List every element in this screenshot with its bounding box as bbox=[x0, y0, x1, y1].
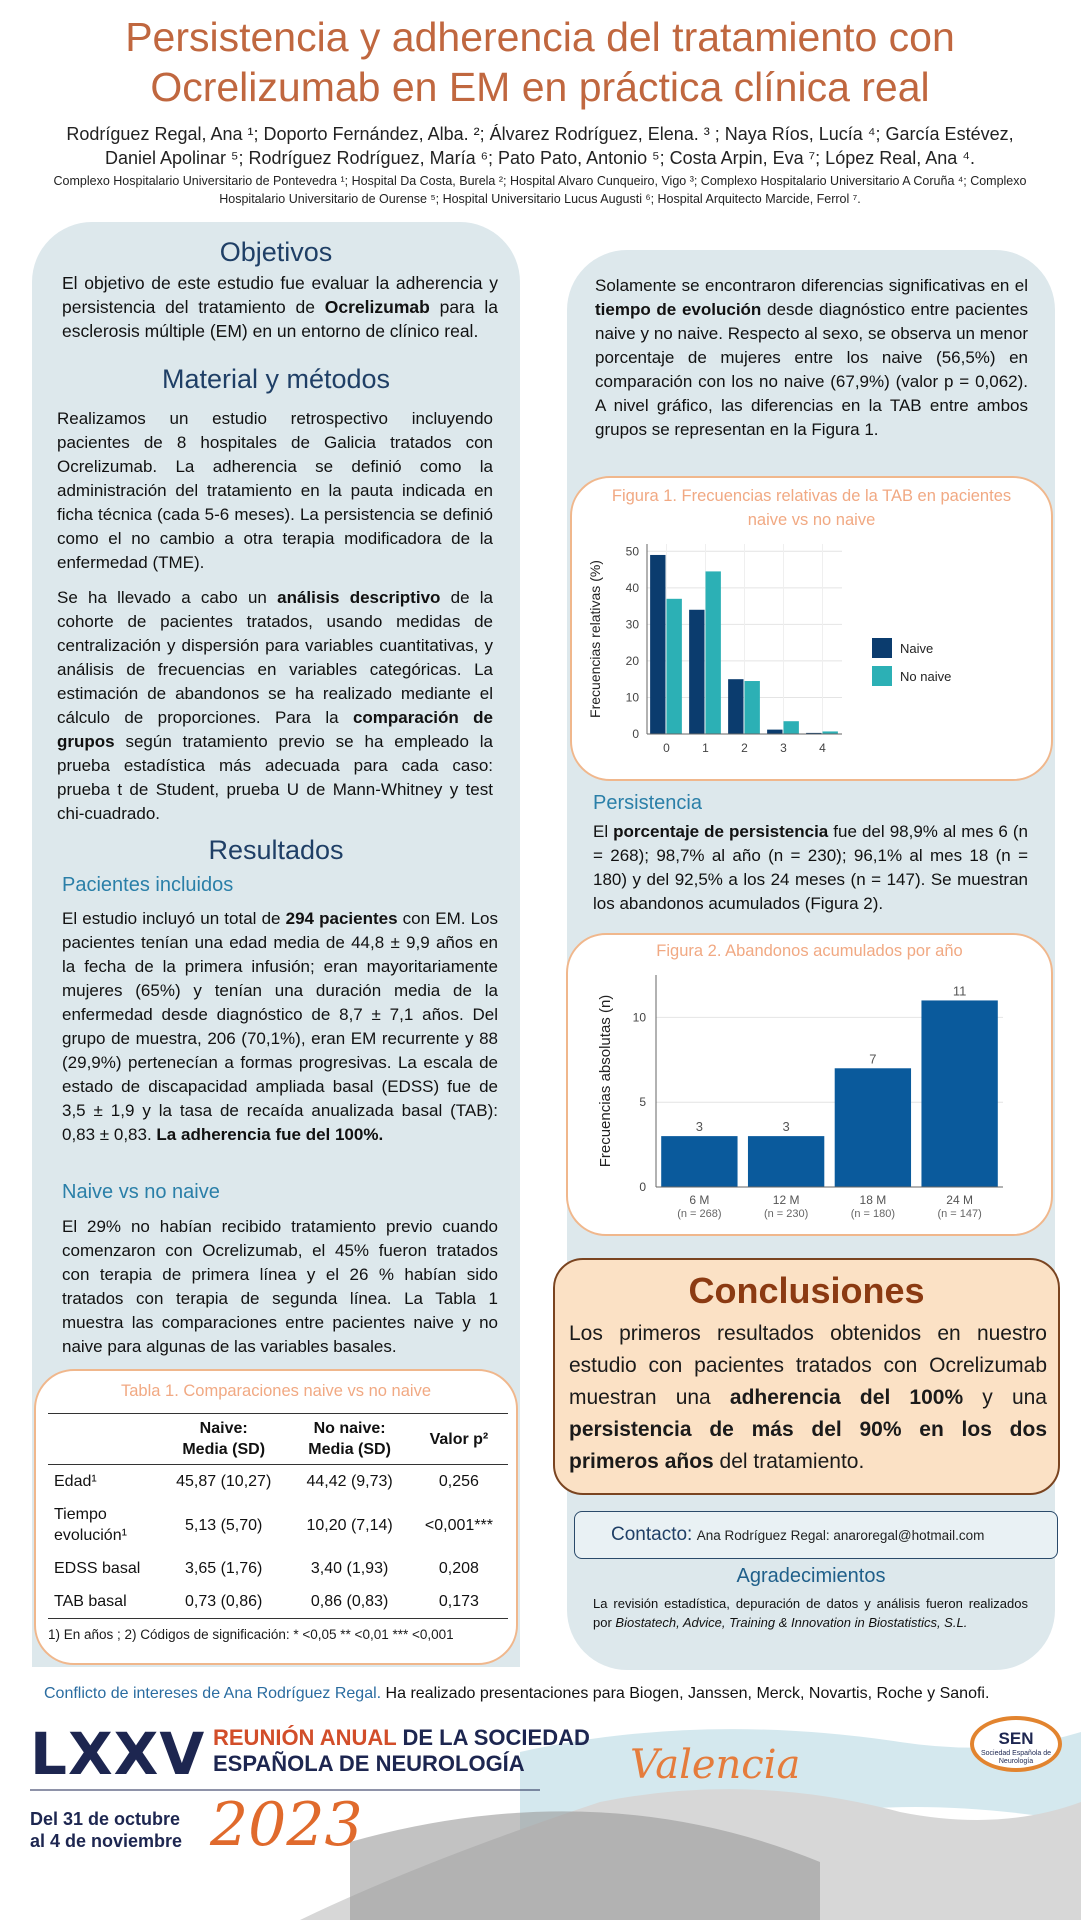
bar-no-naive bbox=[745, 681, 760, 734]
y-tick-label: 40 bbox=[625, 580, 639, 595]
bar-naive bbox=[767, 730, 782, 734]
y-tick-label: 20 bbox=[625, 653, 639, 668]
legend-label: Naive bbox=[900, 641, 934, 656]
table-row: EDSS basal 3,65 (1,76) 3,40 (1,93) 0,208 bbox=[54, 1560, 479, 1577]
figura2-box bbox=[566, 933, 1053, 1236]
x-tick-sublabel: (n = 147) bbox=[937, 1208, 982, 1220]
tabla1-box bbox=[34, 1369, 518, 1665]
pacientes-text: El estudio incluyó un total de 294 pacientes con EM. Los pacientes tenían una edad media de 44,8 ± 9,9 años en la fecha de la primera infusión; eran mayoritariamente mujeres (65%) y tenían una duración media de la enfermedad desde diagnóstico de 8,7 ± 7,1 años. Del grupo de muestra, 206 (70,1%), eran EM recurrente y 88 (29,9%) pertenecían a formas progresivas. La escala de estado de discapacidad ampliada basal (EDSS) fue de 3,5 ± 1,9 y la tasa de recaída anualizada basal (TAB): 0,83 ± 0,83. La adherencia fue del 100%. bbox=[62, 909, 498, 1144]
data-label: 11 bbox=[952, 983, 967, 999]
x-tick-label: 4 bbox=[819, 741, 826, 755]
material-p1: Realizamos un estudio retrospectivo incluyendo pacientes de 8 hospitales de Galicia tratados con Ocrelizumab. La adherencia se definió como la administración del tratamiento en la pauta indicada en ficha técnica (cada 5-6 meses). La persistencia se definió como el no cambio a otra terapia modificadora de la enfermedad (TME). bbox=[57, 409, 493, 572]
x-tick-sublabel: (n = 180) bbox=[850, 1208, 896, 1220]
tabla1-footnote: 1) En años ; 2) Códigos de significación: * <0,05 ** <0,01 *** <0,001 bbox=[48, 1627, 454, 1642]
legend-swatch bbox=[872, 666, 892, 686]
x-tick-label: 6 M bbox=[689, 1193, 710, 1207]
conclusiones-text: Los primeros resultados obtenidos en nuestro estudio con pacientes tratados con Ocrelizumab muestran una adherencia del 100% y una persistencia de más del 90% en los dos primeros años del tratamiento. bbox=[569, 1322, 1047, 1473]
contacto-box bbox=[574, 1511, 1058, 1559]
authors-line-1: Rodríguez Regal, Ana ¹; Doporto Fernández, Alba. ²; Álvarez Rodríguez, Elena. ³ ; Naya Ríos, Lucía ⁴; García Estévez, bbox=[66, 124, 1014, 144]
bar-naive bbox=[728, 679, 743, 734]
x-tick-sublabel: (n = 268) bbox=[677, 1208, 722, 1220]
lxxv-logo: LXXV bbox=[30, 1720, 206, 1788]
x-tick-label: 0 bbox=[663, 741, 670, 755]
data-label: 7 bbox=[869, 1051, 877, 1067]
bar-naive bbox=[650, 555, 665, 734]
affiliations: Complexo Hospitalario Universitario de Pontevedra ¹; Hospital Da Costa, Burela ²; Hospital Alvaro Cunqueiro, Vigo ³; Complexo Hospitalario Universitario A Coruña ⁴; Complexo Hospitalario Universitario de Ourense ⁵; Hospital Universitario Lucus Augusti ⁶; Hospital Arquitecto Marcide, Ferrol ⁷. bbox=[53, 174, 1027, 206]
figura1-chart bbox=[582, 536, 1022, 776]
table-header-row bbox=[48, 1414, 508, 1465]
agradecimientos-text: La revisión estadística, depuración de datos y análisis fueron realizados por Biostatech, Advice, Training & Innovation in Biostatistics, S.L. bbox=[593, 1596, 1028, 1630]
x-tick-label: 12 M bbox=[772, 1193, 800, 1207]
table-row: Tiempo evolución¹ 5,13 (5,70) 10,20 (7,14) <0,001*** bbox=[54, 1506, 493, 1544]
table-row: TAB basal 0,73 (0,86) 0,86 (0,83) 0,173 bbox=[48, 1585, 508, 1619]
x-tick-label: 2 bbox=[741, 741, 748, 755]
title-line-2: Ocrelizumab en EM en práctica clínica real bbox=[150, 64, 930, 110]
y-tick-label: 0 bbox=[632, 727, 639, 741]
anio: 2023 bbox=[210, 1790, 363, 1860]
footer bbox=[0, 1712, 1081, 1920]
y-tick-label: 5 bbox=[639, 1095, 646, 1110]
data-label: 3 bbox=[782, 1119, 790, 1135]
figura1-caption: Figura 1. Frecuencias relativas de la TAB en pacientes naive vs no naive bbox=[611, 487, 1012, 529]
legend-swatch bbox=[872, 638, 892, 658]
figura2-chart bbox=[588, 965, 1018, 1235]
contacto-label: Contacto: bbox=[611, 1524, 693, 1545]
pacientes-heading: Pacientes incluidos bbox=[62, 874, 234, 896]
title-line-1: Persistencia y adherencia del tratamiento con bbox=[125, 14, 955, 60]
bar-naive bbox=[689, 610, 704, 734]
right-intro: Solamente se encontraron diferencias significativas en el tiempo de evolución desde diagnóstico entre pacientes naive y no naive. Respecto al sexo, se observa un menor porcentaje de mujeres entre los naive (56,5%) en comparación con los no naive (67,9%) (valor p = 0,062). A nivel gráfico, las diferencias en la TAB entre ambos grupos se representan en la Figura 1. bbox=[595, 276, 1028, 439]
y-axis-label: Frecuencias absolutas (n) bbox=[597, 994, 614, 1168]
contacto-email[interactable]: Ana Rodríguez Regal: anaroregal@hotmail.com bbox=[696, 1528, 985, 1543]
col-nonaive: No naive: Media (SD) bbox=[308, 1420, 391, 1458]
col-naive: Naive: Media (SD) bbox=[182, 1420, 266, 1458]
material-p2: Se ha llevado a cabo un análisis descriptivo de la cohorte de pacientes tratados, usando medidas de centralización y dispersión para variables cuantitativas, y análisis de frecuencias en variables categóricas. La estimación de abandonos se ha realizado mediante el cálculo de proporciones. Para la comparación de grupos según tratamiento previo se ha empleado la prueba estadística más adecuada para cada caso: prueba t de Student, prueba U de Mann-Whitney y test chi-cuadrado. bbox=[57, 588, 493, 823]
y-tick-label: 30 bbox=[625, 617, 639, 632]
conclusiones-box bbox=[553, 1258, 1060, 1495]
authors-line-2: Daniel Apolinar ⁵; Rodríguez Rodríguez, María ⁶; Pato Pato, Antonio ⁵; Costa Arpin, Eva ⁷; López Real, Ana ⁴. bbox=[104, 148, 976, 168]
bar-abandonos bbox=[661, 1136, 737, 1187]
legend-label: No naive bbox=[900, 669, 952, 684]
x-tick-label: 1 bbox=[702, 741, 709, 755]
authors bbox=[40, 122, 1040, 170]
material-heading: Material y métodos bbox=[161, 364, 391, 394]
col-valor: Valor p² bbox=[429, 1430, 489, 1448]
bar-no-naive bbox=[706, 571, 721, 734]
conflicto-text: Conflicto de intereses de Ana Rodríguez Regal. Ha realizado presentaciones para Biogen, Janssen, Merck, Novartis, Roche y Sanofi. bbox=[44, 1685, 990, 1702]
table-row: Edad¹ 45,87 (10,27) 44,42 (9,73) 0,256 bbox=[54, 1473, 479, 1490]
naive-heading: Naive vs no naive bbox=[62, 1181, 220, 1203]
x-tick-sublabel: (n = 230) bbox=[763, 1208, 809, 1220]
conclusiones-heading: Conclusiones bbox=[688, 1270, 925, 1311]
fecha: Del 31 de octubre al 4 de noviembre bbox=[30, 1809, 183, 1851]
naive-text: El 29% no habían recibido tratamiento previo cuando comenzaron con Ocrelizumab, el 45% fueron tratados con terapia de primera línea y el 26 % habían sido tratados con terapia de segunda línea. La Tabla 1 muestra las comparaciones entre pacientes naive y no naive para algunas de las variables basales. bbox=[62, 1217, 498, 1356]
tabla1-caption: Tabla 1. Comparaciones naive vs no naive bbox=[120, 1382, 431, 1400]
objetivos-heading: Objetivos bbox=[219, 237, 333, 267]
x-tick-label: 3 bbox=[780, 741, 787, 755]
tabla1 bbox=[48, 1413, 508, 1619]
figura1-box bbox=[570, 476, 1053, 781]
bar-abandonos bbox=[835, 1068, 911, 1187]
x-tick-label: 24 M bbox=[946, 1193, 973, 1207]
poster-title bbox=[20, 12, 1060, 112]
x-tick-label: 18 M bbox=[859, 1193, 887, 1207]
bar-abandonos bbox=[921, 1000, 997, 1187]
y-tick-label: 50 bbox=[625, 544, 639, 559]
resultados-heading: Resultados bbox=[208, 835, 344, 865]
bar-abandonos bbox=[748, 1136, 824, 1187]
reunion-title: REUNIÓN ANUAL DE LA SOCIEDAD ESPAÑOLA DE NEUROLOGÍA bbox=[213, 1725, 590, 1776]
agradecimientos-heading: Agradecimientos bbox=[736, 1565, 886, 1587]
y-axis-label: Frecuencias relativas (%) bbox=[587, 560, 603, 718]
bar-no-naive bbox=[667, 599, 682, 734]
data-label: 3 bbox=[695, 1119, 703, 1135]
persistencia-heading: Persistencia bbox=[593, 792, 702, 814]
y-tick-label: 0 bbox=[639, 1180, 646, 1194]
persistencia-text: El porcentaje de persistencia fue del 98,9% al mes 6 (n = 268); 98,7% al año (n = 230); 96,1% al mes 18 (n = 180) y del 92,5% a los 24 meses (n = 147). Se muestran los abandonos acumulados (Figura 2). bbox=[593, 822, 1028, 913]
figura2-caption: Figura 2. Abandonos acumulados por año bbox=[656, 942, 963, 960]
y-tick-label: 10 bbox=[632, 1010, 646, 1025]
sen-logo: SEN Sociedad Española de Neurología bbox=[970, 1716, 1062, 1772]
valencia: Valencia bbox=[630, 1742, 801, 1788]
bar-no-naive bbox=[784, 721, 799, 734]
objetivos-text: El objetivo de este estudio fue evaluar la adherencia y persistencia del tratamiento de Ocrelizumab para la esclerosis múltiple (EM) en un entorno de clínico real. bbox=[62, 273, 498, 341]
y-tick-label: 10 bbox=[625, 690, 639, 705]
